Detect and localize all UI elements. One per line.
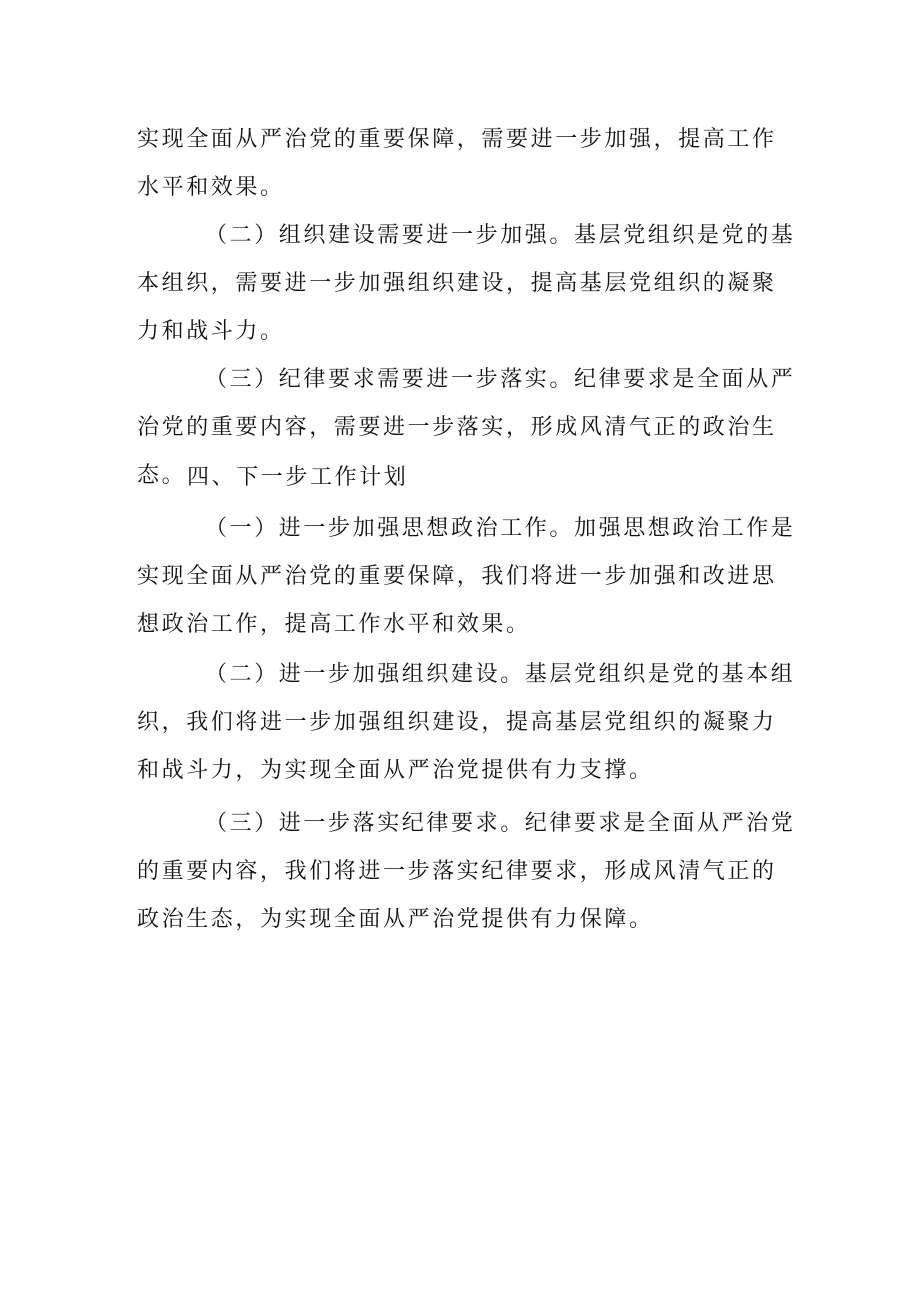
paragraph-continuation: 实现全面从严治党的重要保障，需要进一步加强，提高工作水平和效果。 [137,127,777,200]
paragraph-discipline-issue: （三）纪律要求需要进一步落实。纪律要求是全面从严治党的重要内容，需要进一步落实，形成风清气正的政治生态。 [137,367,796,488]
paragraph-plan-organization: （二）进一步加强组织建设。基层党组织是党的基本组织，我们将进一步加强组织建设，提高基层党组织的凝聚力和战斗力，为实现全面从严治党提供有力支撑。 [137,662,796,783]
paragraph-plan-ideology: （一）进一步加强思想政治工作。加强思想政治工作是实现全面从严治党的重要保障，我们将进一步加强和改进思想政治工作，提高工作水平和效果。 [137,516,796,637]
paragraph-plan-discipline: （三）进一步落实纪律要求。纪律要求是全面从严治党的重要内容，我们将进一步落实纪律要求，形成风清气正的政治生态，为实现全面从严治党提供有力保障。 [137,811,796,932]
paragraph-organization-issue: （二）组织建设需要进一步加强。基层党组织是党的基本组织，需要进一步加强组织建设，提高基层党组织的凝聚力和战斗力。 [137,223,796,344]
section-heading-next-plan: 四、下一步工作计划 [187,465,409,490]
